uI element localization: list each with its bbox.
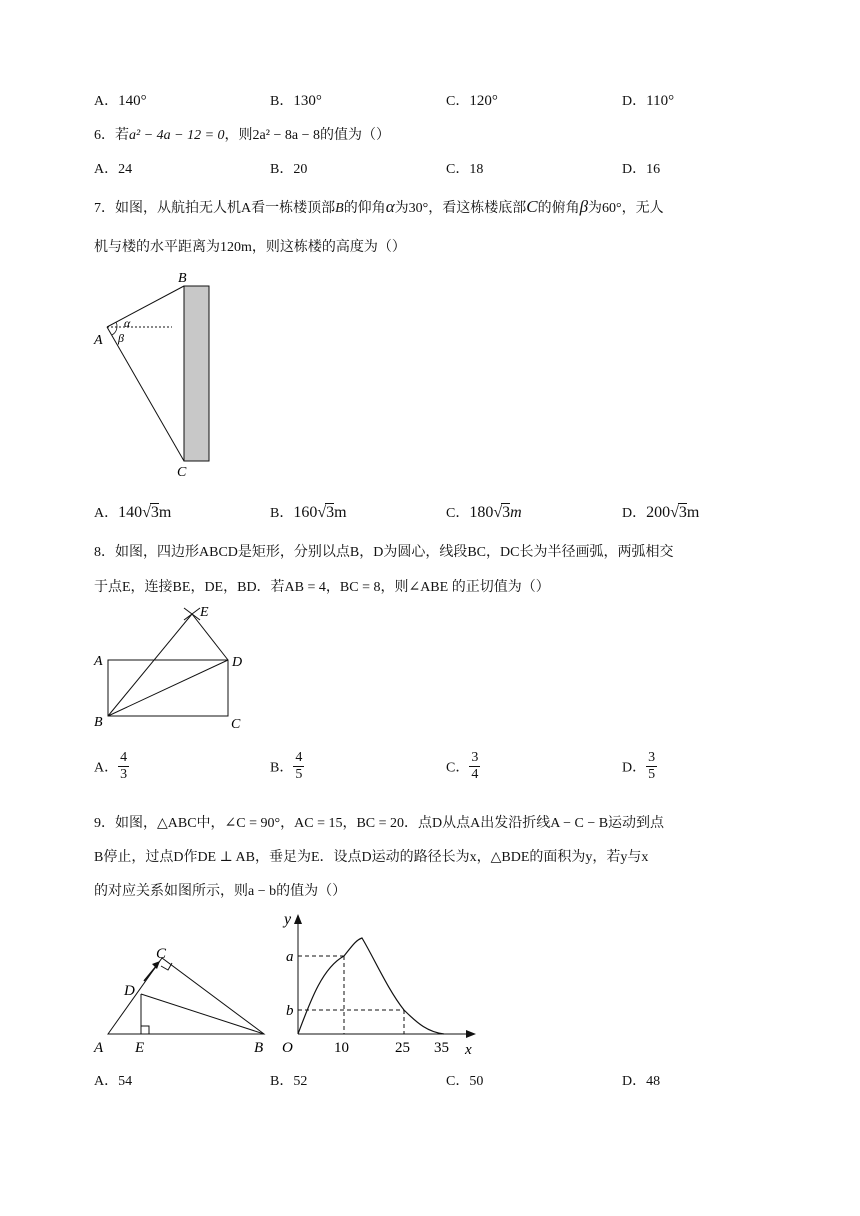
diagonal-bd xyxy=(108,660,228,716)
label-c: C xyxy=(177,465,187,480)
q6-option-a: A．24 xyxy=(94,162,133,177)
q7-figure xyxy=(88,268,223,480)
label-b: B xyxy=(178,271,187,286)
q6-option-d: D．16 xyxy=(622,162,661,177)
arrow-head xyxy=(152,961,160,969)
q7-stem-line2: 机与楼的水平距离为120m，则这栋楼的高度为（） xyxy=(94,240,406,255)
q7-stem-line1: 7．如图，从航拍无人机A看一栋楼顶部B的仰角α为30°，看这栋楼底部C的俯角β为60°，无人 xyxy=(94,197,664,216)
label-a: A xyxy=(94,333,103,348)
segment-be xyxy=(108,614,192,716)
q6-option-c: C．18 xyxy=(446,162,484,177)
q9-stem-line1: 9．如图，△ABC中，∠C = 90°，AC = 15，BC = 20．点D从点A出发沿折线A − C − B运动到点 xyxy=(94,816,665,831)
right-angle-e xyxy=(141,1026,149,1034)
label-e: E xyxy=(135,1040,145,1056)
tick-10: 10 xyxy=(334,1040,349,1056)
q6-equation: a² − 4a − 12 = 0 xyxy=(129,128,225,143)
q8-stem-line2: 于点E，连接BE，DE，BD．若AB = 4，BC = 8，则∠ABE 的正切值为（） xyxy=(94,580,550,595)
label-c: C xyxy=(231,717,241,732)
q6-stem: 6．若a² − 4a − 12 = 0，则2a² − 8a − 8的值为（） xyxy=(94,128,390,143)
x-axis-arrow xyxy=(466,1030,476,1038)
q9-option-b: B．52 xyxy=(270,1074,308,1089)
q6-expression: 2a² − 8a − 8 xyxy=(252,128,320,143)
segment-db xyxy=(141,994,264,1034)
line-ac xyxy=(107,327,184,461)
q9-option-c: C．50 xyxy=(446,1074,484,1089)
label-e: E xyxy=(200,605,209,620)
tick-25: 25 xyxy=(395,1040,410,1056)
segment-de xyxy=(192,614,228,660)
label-y: y xyxy=(284,911,292,928)
tick-35: 35 xyxy=(434,1040,449,1056)
q8-option-c: C． $\frac{3}{4}$ xyxy=(446,750,479,782)
label-alpha: α xyxy=(124,316,131,330)
q9-stem-line2: B停止，过点D作DE ⊥ AB，垂足为E．设点D运动的路径长为x，△BDE的面积为y，若y与x xyxy=(94,850,649,865)
label-d: D xyxy=(124,983,135,999)
q8-option-a: A． $\frac{4}{3}$ xyxy=(94,750,128,782)
label-x: x xyxy=(465,1042,472,1058)
q9-option-a: A．54 xyxy=(94,1074,133,1089)
label-b: B xyxy=(94,715,103,730)
q5-option-b: B．130° xyxy=(270,93,322,109)
q9-graph-figure xyxy=(278,906,478,1060)
label-a: A xyxy=(94,1040,104,1056)
line-ab xyxy=(107,286,184,327)
q9-stem-line3: 的对应关系如图所示，则a − b的值为（） xyxy=(94,884,347,899)
q5-option-a: A．140° xyxy=(94,93,147,109)
q9-option-d: D．48 xyxy=(622,1074,661,1089)
y-axis-arrow xyxy=(294,914,302,924)
label-origin: O xyxy=(282,1040,293,1056)
label-d: D xyxy=(232,655,243,670)
q8-stem-line1: 8．如图，四边形ABCD是矩形，分别以点B，D为圆心，线段BC，DC长为半径画弧，两弧相交 xyxy=(94,545,674,560)
q6-option-b: B．20 xyxy=(270,162,308,177)
q5-option-c: C．120° xyxy=(446,93,498,109)
label-c: C xyxy=(156,946,167,962)
q8-option-d: D． $\frac{3}{5}$ xyxy=(622,750,656,782)
label-beta: β xyxy=(118,331,124,345)
label-b-value: b xyxy=(286,1003,294,1019)
building xyxy=(184,286,209,461)
q7-option-c: C．180√3m xyxy=(446,504,522,521)
q8-figure xyxy=(88,596,258,736)
q7-option-b: B．160√3m xyxy=(270,504,347,521)
q9-triangle-figure xyxy=(88,940,278,1060)
q7-option-a: A．140√3m xyxy=(94,504,172,521)
label-b: B xyxy=(254,1040,264,1056)
q5-option-d: D．110° xyxy=(622,93,675,109)
q8-option-b: B． $\frac{4}{5}$ xyxy=(270,750,303,782)
label-a-value: a xyxy=(286,949,294,965)
q7-option-d: D．200√3m xyxy=(622,504,700,521)
label-a: A xyxy=(94,654,103,669)
area-curve xyxy=(298,938,444,1034)
